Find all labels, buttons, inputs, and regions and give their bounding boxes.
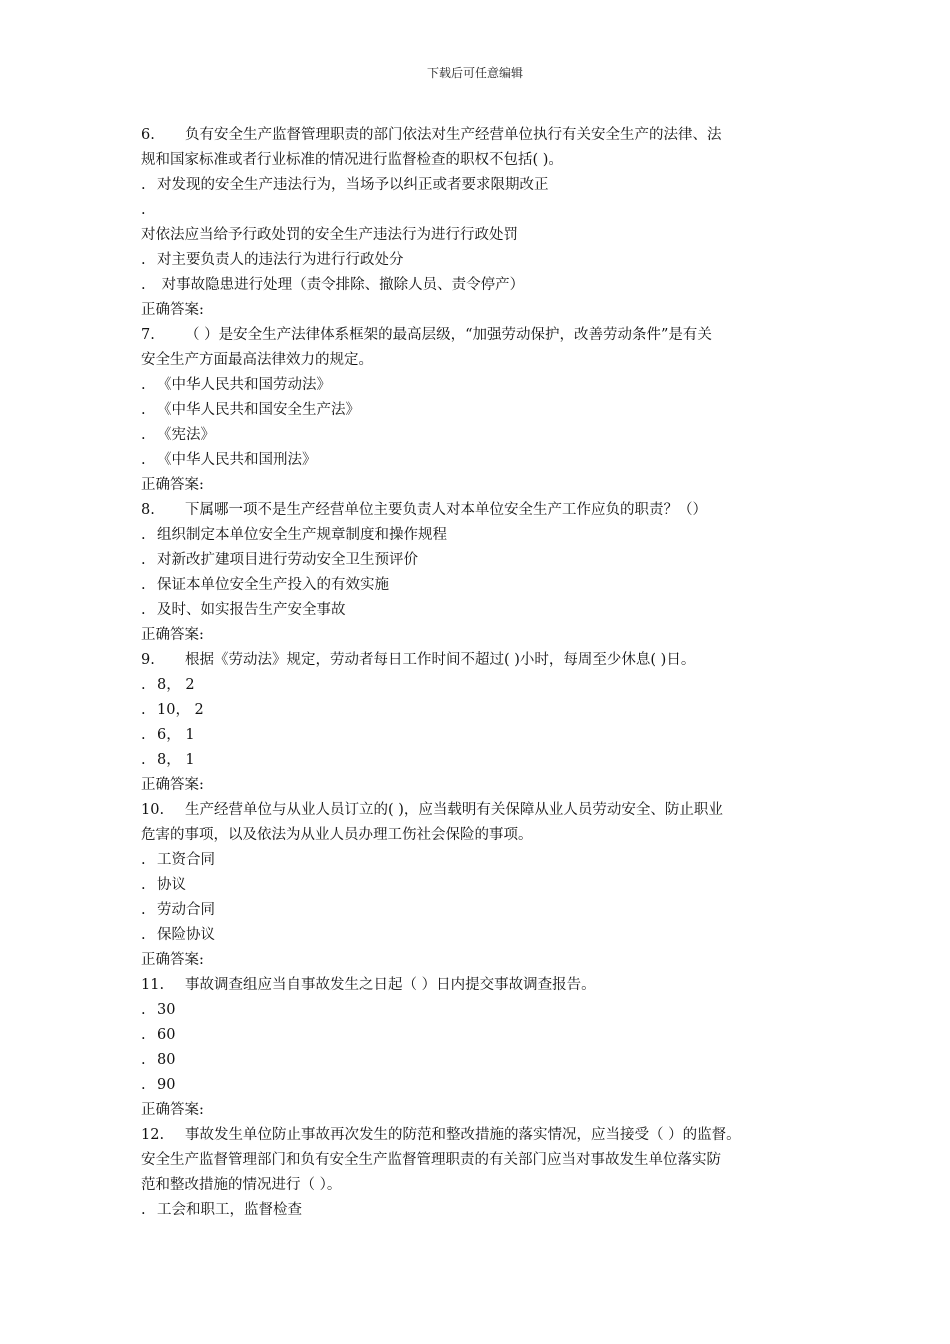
option-text: 《中华人民共和国劳动法》 — [157, 377, 331, 393]
option-text: 保险协议 — [157, 927, 215, 943]
option-text: 对发现的安全生产违法行为，当场予以纠正或者要求限期改正 — [157, 177, 549, 193]
option-line: . 保险协议 — [141, 927, 215, 943]
option-text: 《中华人民共和国安全生产法》 — [157, 402, 360, 418]
answer-line: 正确答案: — [141, 477, 204, 493]
option-text: 保证本单位安全生产投入的有效实施 — [157, 577, 389, 593]
option-line — [141, 223, 821, 248]
question-text: 事故发生单位防止事故再次发生的防范和整改措施的落实情况，应当接受（ ）的监督。 — [185, 1127, 741, 1143]
option-line: . 对发现的安全生产违法行为，当场予以纠正或者要求限期改正 — [141, 177, 549, 193]
option-line: . 8， 1 — [141, 752, 195, 768]
option-text: 8， 2 — [157, 677, 195, 693]
option-line: . 及时、如实报告生产安全事故 — [141, 602, 346, 618]
option-text: 对主要负责人的违法行为进行行政处分 — [157, 252, 404, 268]
question-9-line-1 — [141, 648, 821, 673]
question-text: 下属哪一项不是生产经营单位主要负责人对本单位安全生产工作应负的职责？（） — [185, 502, 707, 518]
option-line: . 60 — [141, 1027, 176, 1043]
option-text: 8， 1 — [157, 752, 195, 768]
question-8-line-1 — [141, 498, 821, 523]
option-text: 80 — [157, 1052, 176, 1068]
option-text: 6， 1 — [157, 727, 195, 743]
option-text: 10， 2 — [157, 702, 204, 718]
option-text: 及时、如实报告生产安全事故 — [157, 602, 346, 618]
option-text: 工资合同 — [157, 852, 215, 868]
option-line: . — [141, 202, 146, 218]
option-line: . 工资合同 — [141, 852, 215, 868]
option-line: . 对主要负责人的违法行为进行行政处分 — [141, 252, 404, 268]
option-line: . 对新改扩建项目进行劳动安全卫生预评价 — [141, 552, 418, 568]
option-text: 对新改扩建项目进行劳动安全卫生预评价 — [157, 552, 418, 568]
option-text: 对事故隐患进行处理（责令排除、撤除人员、责令停产） — [157, 277, 525, 293]
question-text: （ ）是安全生产法律体系框架的最高层级，“加强劳动保护，改善劳动条件”是有关 — [185, 327, 712, 343]
answer-line: 正确答案: — [141, 627, 204, 643]
question-text: 根据《劳动法》规定，劳动者每日工作时间不超过( )小时，每周至少休息( )日。 — [185, 652, 696, 668]
page-header: 下载后可任意编辑 — [426, 66, 523, 80]
question-text: 负有安全生产监督管理职责的部门依法对生产经营单位执行有关安全生产的法律、法 — [185, 127, 722, 143]
question-12-line-3: 范和整改措施的情况进行（ ）。 — [141, 1177, 342, 1193]
option-line: . 6， 1 — [141, 727, 195, 743]
question-7-line-2: 安全生产方面最高法律效力的规定。 — [141, 352, 373, 368]
question-text: 事故调查组应当自事故发生之日起（ ）日内提交事故调查报告。 — [185, 977, 596, 993]
option-text: 组织制定本单位安全生产规章制度和操作规程 — [157, 527, 447, 543]
option-line: . 10， 2 — [141, 702, 204, 718]
option-text: 对依法应当给予行政处罚的安全生产违法行为进行行政处罚 — [141, 227, 518, 243]
option-text: 90 — [157, 1077, 176, 1093]
question-7-line-1 — [141, 323, 821, 348]
question-6-line-2: 规和国家标准或者行业标准的情况进行监督检查的职权不包括( )。 — [141, 152, 563, 168]
option-line: . 劳动合同 — [141, 902, 215, 918]
option-line: . 对事故隐患进行处理（责令排除、撤除人员、责令停产） — [141, 277, 525, 293]
option-line: . 工会和职工，监督检查 — [141, 1202, 302, 1218]
answer-line: 正确答案: — [141, 1102, 204, 1118]
question-number: 10. — [141, 802, 165, 818]
option-line: . 保证本单位安全生产投入的有效实施 — [141, 577, 389, 593]
option-text: 60 — [157, 1027, 176, 1043]
question-number: 7. — [141, 327, 155, 343]
option-text: 《宪法》 — [157, 427, 215, 443]
document-body — [141, 123, 821, 1223]
option-line: . 8， 2 — [141, 677, 195, 693]
question-10-line-1 — [141, 798, 821, 823]
option-line: . 《中华人民共和国劳动法》 — [141, 377, 331, 393]
option-text: 《中华人民共和国刑法》 — [157, 452, 317, 468]
option-text: 协议 — [157, 877, 186, 893]
question-12-line-1 — [141, 1123, 821, 1148]
option-text: 劳动合同 — [157, 902, 215, 918]
question-6-line-1 — [141, 123, 821, 148]
option-line: . 《中华人民共和国刑法》 — [141, 452, 317, 468]
option-line: . 80 — [141, 1052, 176, 1068]
option-line: . 《中华人民共和国安全生产法》 — [141, 402, 360, 418]
answer-line: 正确答案: — [141, 777, 204, 793]
option-text: 工会和职工，监督检查 — [157, 1202, 302, 1218]
question-number: 6. — [141, 127, 155, 143]
question-12-line-2: 安全生产监督管理部门和负有安全生产监督管理职责的有关部门应当对事故发生单位落实防 — [141, 1152, 721, 1168]
option-line: . 30 — [141, 1002, 176, 1018]
option-line: . 协议 — [141, 877, 186, 893]
question-number: 8. — [141, 502, 155, 518]
option-line: . 90 — [141, 1077, 176, 1093]
question-11-line-1 — [141, 973, 821, 998]
question-number: 12. — [141, 1127, 165, 1143]
question-number: 9. — [141, 652, 155, 668]
question-number: 11. — [141, 977, 165, 993]
option-text: 30 — [157, 1002, 176, 1018]
question-10-line-2: 危害的事项，以及依法为从业人员办理工伤社会保险的事项。 — [141, 827, 533, 843]
answer-line: 正确答案: — [141, 302, 204, 318]
option-line: . 《宪法》 — [141, 427, 215, 443]
question-text: 生产经营单位与从业人员订立的( )，应当载明有关保障从业人员劳动安全、防止职业 — [185, 802, 723, 818]
option-line: . 组织制定本单位安全生产规章制度和操作规程 — [141, 527, 447, 543]
answer-line: 正确答案: — [141, 952, 204, 968]
